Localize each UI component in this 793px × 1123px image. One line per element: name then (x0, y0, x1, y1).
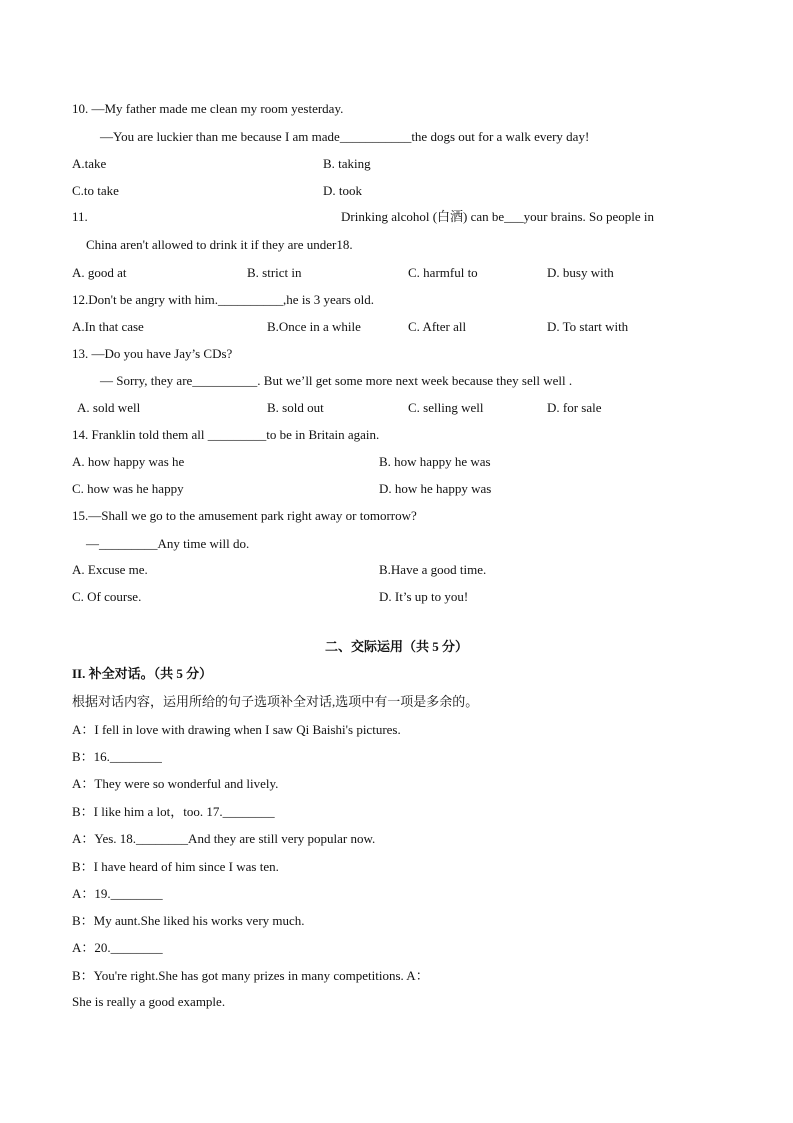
dialogue-line: A：I fell in love with drawing when I saw Qi Baishi's pictures. (72, 722, 401, 737)
dialogue-line: B：I like him a lot，too. 17.________ (72, 804, 275, 819)
q14-option-d: D. how he happy was (379, 481, 492, 496)
dialogue-line: She is really a good example. (72, 994, 226, 1009)
q13-option-c: C. selling well (408, 400, 484, 415)
q10-option-a: A.take (72, 156, 107, 171)
q12-stem: 12.Don't be angry with him.__________,he is 3 years old. (72, 292, 375, 307)
q13-stem: 13. —Do you have Jay’s CDs? (72, 346, 233, 361)
q10-option-c: C.to take (72, 183, 119, 198)
q11-option-d: D. busy with (547, 265, 614, 280)
dialogue-line: B：My aunt.She liked his works very much. (72, 913, 305, 928)
q10-option-d: D. took (323, 183, 362, 198)
q10-option-b: B. taking (323, 156, 371, 171)
section-title: 二、交际运用（共 5 分） (324, 639, 468, 654)
q13-option-d: D. for sale (547, 400, 602, 415)
q12-option-d: D. To start with (547, 319, 629, 334)
dialogue-line: B：16.________ (72, 749, 162, 764)
q13-reply: — Sorry, they are__________. But we’ll get some more next week because they sell well . (100, 373, 573, 388)
q10-stem: 10. —My father made me clean my room yesterday. (72, 101, 344, 116)
q13-option-a: A. sold well (77, 400, 141, 415)
part-title: II. 补全对话。（共 5 分） (72, 666, 213, 681)
q11-option-a: A. good at (72, 265, 127, 280)
q13-option-b: B. sold out (267, 400, 324, 415)
dialogue-line: A：They were so wonderful and lively. (72, 776, 279, 791)
q11-stem-b: China aren't allowed to drink it if they are under18. (86, 237, 353, 252)
dialogue-line: A：Yes. 18.________And they are still very popular now. (72, 831, 376, 846)
q14-option-c: C. how was he happy (72, 481, 184, 496)
dialogue-line: A：19.________ (72, 886, 163, 901)
dialogue-line: B：I have heard of him since I was ten. (72, 859, 279, 874)
dialogue-line: B：You're right.She has got many prizes in many competitions. A： (72, 968, 429, 983)
q15-option-d: D. It’s up to you! (379, 589, 469, 604)
dialogue-line: A：20.________ (72, 940, 163, 955)
q11-option-b: B. strict in (247, 265, 302, 280)
q15-option-a: A. Excuse me. (72, 562, 148, 577)
q10-reply: —You are luckier than me because I am made___________the dogs out for a walk every day! (100, 129, 590, 144)
q14-option-a: A. how happy was he (72, 454, 185, 469)
q12-option-c: C. After all (408, 319, 467, 334)
q11-stem-a: Drinking alcohol (白酒) can be___your brains. So people in (341, 209, 655, 224)
q12-option-a: A.In that case (72, 319, 144, 334)
q15-stem: 15.—Shall we go to the amusement park right away or tomorrow? (72, 508, 417, 523)
q14-stem: 14. Franklin told them all _________to be in Britain again. (72, 427, 380, 442)
q14-option-b: B. how happy he was (379, 454, 491, 469)
q12-option-b: B.Once in a while (267, 319, 361, 334)
q15-option-b: B.Have a good time. (379, 562, 487, 577)
q15-reply: —_________Any time will do. (86, 536, 250, 551)
q15-option-c: C. Of course. (72, 589, 142, 604)
q11-number: 11. (72, 209, 88, 224)
instruction: 根据对话内容，运用所给的句子选项补全对话,选项中有一项是多余的。 (72, 694, 479, 709)
q11-option-c: C. harmful to (408, 265, 478, 280)
